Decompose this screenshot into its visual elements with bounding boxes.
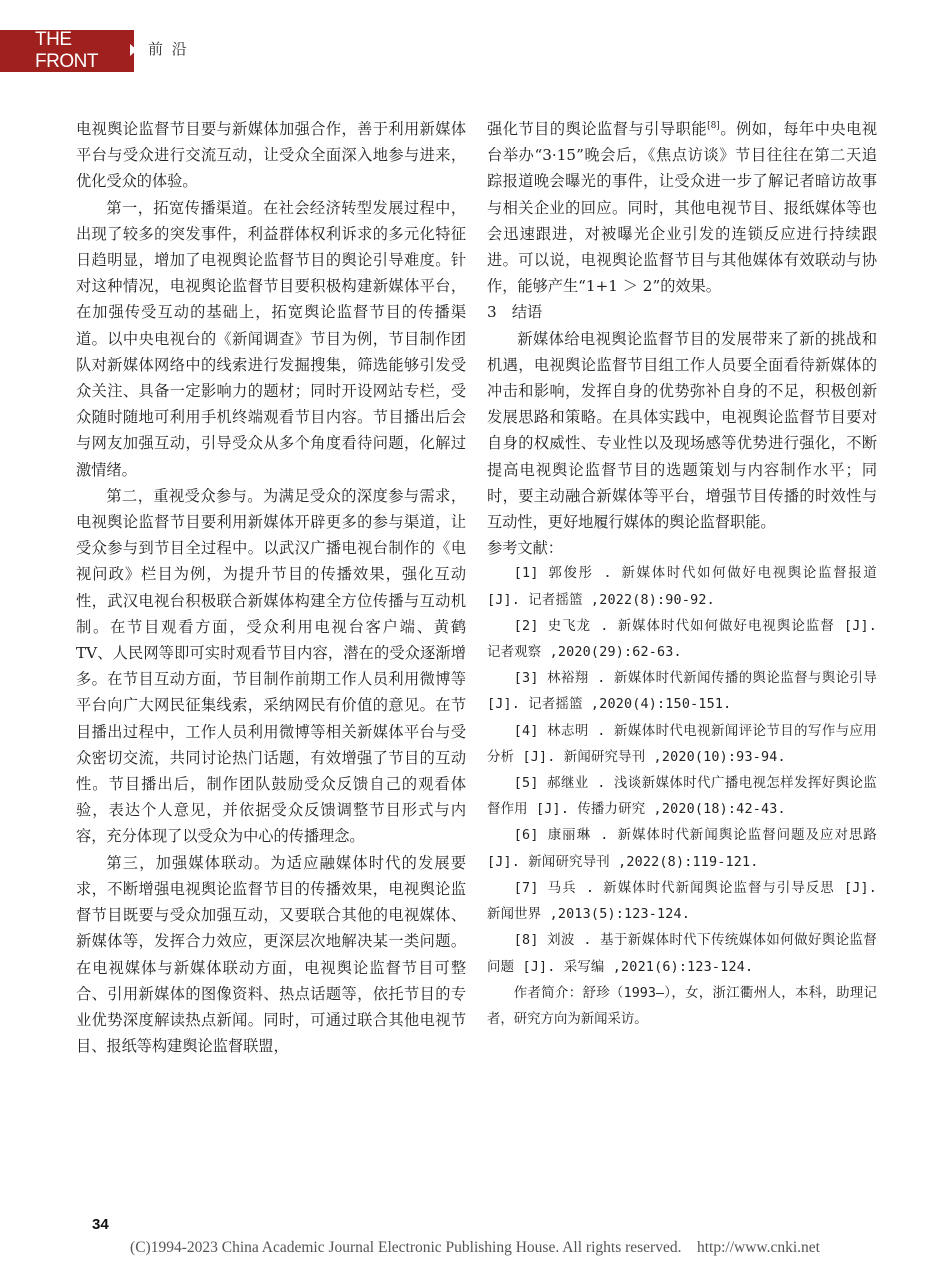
paragraph: 第二，重视受众参与。为满足受众的深度参与需求，电视舆论监督节目要利用新媒体开辟更多的参与渠道，让受众参与到节目全过程中。以武汉广播电视台制作的《电视问政》栏目为例，为提升节目的传播效果，强化互动性，武汉电视台积极联合新媒体构建全方位传播与互动机制。在节目观看方面，受众利用电视台客户端、黄鹤 TV、人民网等即可实时观看节目内容，潜在的受众逐渐增多。在节目互动方面，节目制作前期工作人员利用微博等平台向广大网民征集线索，采纳网民有价值的意见。在节目播出过程中，工作人员利用微博等相关新媒体平台与受众密切交流，共同讨论热门话题，有效增强了节目的互动性。节目播出后，制作团队鼓励受众反馈自己的观看体验，表达个人意见，并依据受众反馈调整节目形式与内容，充分体现了以受众为中心的传播理念。 [76, 486, 466, 846]
reference-item: [6] 康丽琳 . 新媒体时代新闻舆论监督问题及应对思路 [J]. 新闻研究导刊 ,2022(8):119-121. [487, 828, 877, 870]
page-number: 34 [92, 1216, 109, 1233]
reference-item: [5] 郝继业 . 浅谈新媒体时代广播电视怎样发挥好舆论监督作用 [J]. 传播力研究 ,2020(18):42-43. [487, 776, 877, 818]
section-header-bar [0, 30, 134, 72]
reference-item: [3] 林裕翔 . 新媒体时代新闻传播的舆论监督与舆论引导 [J]. 记者摇篮 ,2020(4):150-151. [487, 671, 877, 713]
reference-item: [2] 史飞龙 . 新媒体时代如何做好电视舆论监督 [J]. 记者观察 ,2020(29):62-63. [487, 618, 877, 661]
references-title: 参考文献： [487, 539, 563, 558]
reference-item: [1] 郭俊彤 . 新媒体时代如何做好电视舆论监督报道 [J]. 记者摇篮 ,2022(8):90-92. [487, 566, 877, 608]
paragraph-text: 强化节目的舆论监督与引导职能 [487, 120, 708, 138]
reference-item: [7] 马兵 . 新媒体时代新闻舆论监督与引导反思 [J]. 新闻世界 ,2013(5):123-124. [487, 880, 877, 923]
paragraph: 第三，加强媒体联动。为适应融媒体时代的发展要求，不断增强电视舆论监督节目的传播效果，电视舆论监督节目既要与受众加强互动，又要联合其他的电视媒体、新媒体等，发挥合力效应，更深层次地解决某一类问题。在电视媒体与新媒体联动方面，电视舆论监督节目可整合、引用新媒体的图像资料、热点话题等，依托节目的专业优势深度解读热点新闻。同时，可通过联合其他电视节目、报纸等构建舆论监督联盟， [76, 853, 466, 1056]
paragraph [487, 116, 877, 299]
paragraph: 新媒体给电视舆论监督节目的发展带来了新的挑战和机遇，电视舆论监督节目组工作人员要全面看待新媒体的冲击和影响，发挥自身的优势弥补自身的不足，积极创新发展思路和策略。在具体实践中，电视舆论监督节目要对自身的权威性、专业性以及现场感等优势进行强化，不断提高电视舆论监督节目的选题策划与内容制作水平；同时，要主动融合新媒体等平台，增强节目传播的时效性与互动性，更好地履行媒体的舆论监督职能。 [487, 329, 877, 532]
reference-item: [8] 刘波 . 基于新媒体时代下传统媒体如何做好舆论监督问题 [J]. 采写编 ,2021(6):123-124. [487, 933, 877, 975]
author-bio: 作者简介：舒珍（1993—），女，浙江衢州人，本科，助理记者，研究方向为新闻采访。 [487, 985, 877, 1027]
paragraph-text: 。例如，每年中央电视台举办“3·15”晚会后，《焦点访谈》节目往往在第二天追踪报道晚会曝光的事件，让受众进一步了解记者暗访故事与相关企业的回应。同时，其他电视节目、报纸媒体等也会迅速跟进，对被曝光企业引发的连锁反应进行持续跟进。可以说，电视舆论监督节目与其他媒体有效联动与协作，能够产生“1+1 ＞ 2”的效果。 [487, 120, 877, 296]
reference-item: [4] 林志明 . 新媒体时代电视新闻评论节目的写作与应用分析 [J]. 新闻研究导刊 ,2020(10):93-94. [487, 723, 877, 765]
arrow-right-icon [130, 44, 137, 56]
section-heading: 3 结语 [487, 303, 543, 322]
paragraph: 第一，拓宽传播渠道。在社会经济转型发展过程中，出现了较多的突发事件，利益群体权利诉求的多元化特征日趋明显，增加了电视舆论监督节目的舆论引导难度。针对这种情况，电视舆论监督节目要积极构建新媒体平台，在加强传受互动的基础上，拓宽舆论监督节目的传播渠道。以中央电视台的《新闻调查》节目为例，节目制作团队对新媒体网络中的线索进行发掘搜集，筛选能够引发受众关注、具备一定影响力的题材；同时开设网站专栏，受众随时随地可利用手机终端观看节目内容。节目播出后会与网友加强互动，引导受众从多个角度看待问题，化解过激情绪。 [76, 198, 466, 479]
citation-marker: [8] [707, 120, 720, 131]
section-title-cn: 前 沿 [148, 40, 189, 58]
section-label: THE FRONT [35, 29, 98, 72]
right-column [487, 116, 877, 1033]
paragraph: 电视舆论监督节目要与新媒体加强合作，善于利用新媒体平台与受众进行交流互动，让受众全面深入地参与进来，优化受众的体验。 [76, 120, 466, 191]
left-column [76, 116, 466, 1059]
copyright-notice: (C)1994-2023 China Academic Journal Electronic Publishing House. All rights reserved. http://www.cnki.net [130, 1239, 820, 1256]
